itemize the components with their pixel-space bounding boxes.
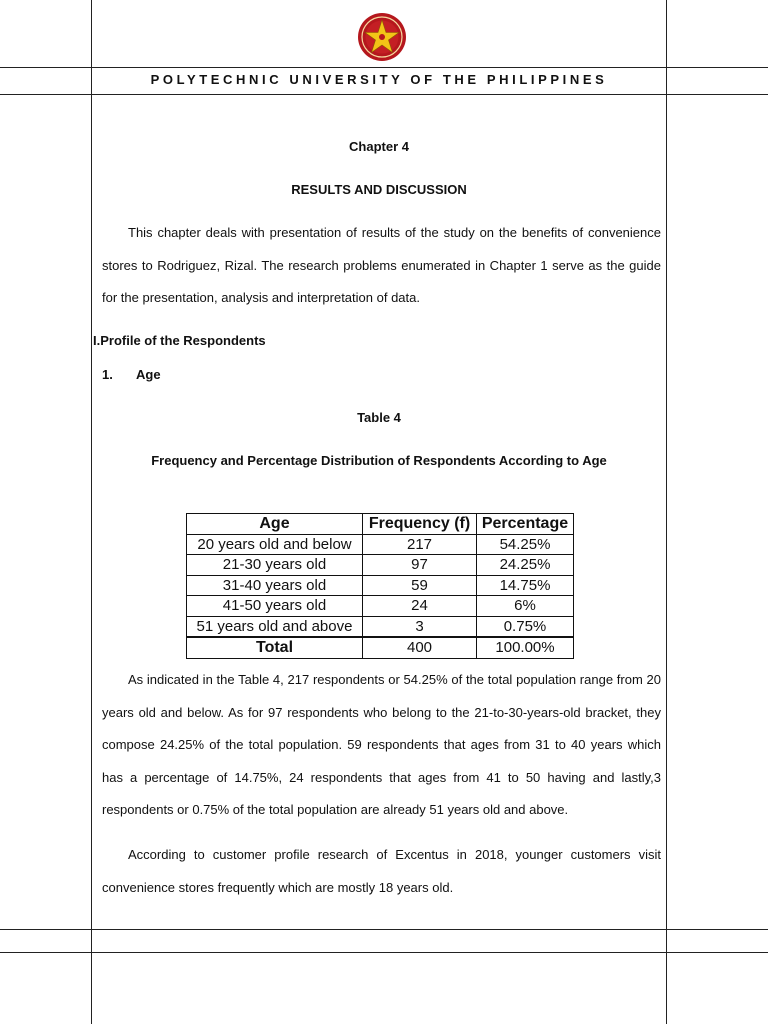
table-row [187, 534, 574, 555]
list-item-label: Age [136, 367, 161, 382]
section-heading: I.Profile of the Respondents [93, 333, 266, 348]
chapter-number: Chapter 4 [349, 139, 409, 154]
frequency-cell: 217 [363, 534, 477, 555]
chapter-title: RESULTS AND DISCUSSION [291, 182, 467, 197]
percentage-cell: 0.75% [477, 616, 574, 637]
age-distribution-table [186, 513, 574, 659]
footer-bottom-line [0, 952, 768, 953]
table-row [187, 596, 574, 617]
percentage-cell: 14.75% [477, 575, 574, 596]
total-label: Total [187, 637, 363, 658]
total-percentage: 100.00% [477, 637, 574, 658]
table-row [187, 616, 574, 637]
age-cell: 31-40 years old [187, 575, 363, 596]
frequency-cell: 3 [363, 616, 477, 637]
header-bottom-line [0, 94, 768, 95]
table-total-row [187, 637, 574, 658]
table-header-row [187, 514, 574, 535]
discussion-paragraph-1: As indicated in the Table 4, 217 respondents or 54.25% of the total population range from 20 years old and below. As for 97 respondents who belong to the 21-to-30-years-old bracket, they compose 24.25% of the total population. 59 respondents that ages from 31 to 40 years which has a percentage of 14.75%, 24 respondents that ages from 41 to 50 having and lastly,3 respondents or 0.75% of the total population are already 51 years old and above. [102, 672, 661, 817]
percentage-cell: 24.25% [477, 555, 574, 576]
header-percentage: Percentage [477, 514, 574, 535]
age-cell: 21-30 years old [187, 555, 363, 576]
header-age: Age [187, 514, 363, 535]
frequency-cell: 97 [363, 555, 477, 576]
age-cell: 20 years old and below [187, 534, 363, 555]
discussion-paragraph-2: According to customer profile research of Excentus in 2018, younger customers visit convenience stores frequently which are mostly 18 years old. [102, 847, 661, 895]
university-seal-icon [357, 12, 407, 62]
frequency-cell: 59 [363, 575, 477, 596]
frequency-cell: 24 [363, 596, 477, 617]
list-item-number: 1. [102, 367, 113, 382]
header-top-line [0, 67, 768, 68]
total-frequency: 400 [363, 637, 477, 658]
table-row [187, 575, 574, 596]
percentage-cell: 6% [477, 596, 574, 617]
right-margin-line [666, 0, 667, 1024]
percentage-cell: 54.25% [477, 534, 574, 555]
age-cell: 41-50 years old [187, 596, 363, 617]
table-number: Table 4 [357, 410, 401, 425]
header-frequency: Frequency (f) [363, 514, 477, 535]
intro-paragraph: This chapter deals with presentation of results of the study on the benefits of convenience stores to Rodriguez, Rizal. The research problems enumerated in Chapter 1 serve as the guide for the presentation, analysis and interpretation of data. [102, 225, 661, 305]
age-cell: 51 years old and above [187, 616, 363, 637]
university-name: POLYTECHNIC UNIVERSITY OF THE PHILIPPINES [150, 72, 608, 87]
table-caption: Frequency and Percentage Distribution of Respondents According to Age [151, 453, 607, 468]
table-row [187, 555, 574, 576]
footer-top-line [0, 929, 768, 930]
